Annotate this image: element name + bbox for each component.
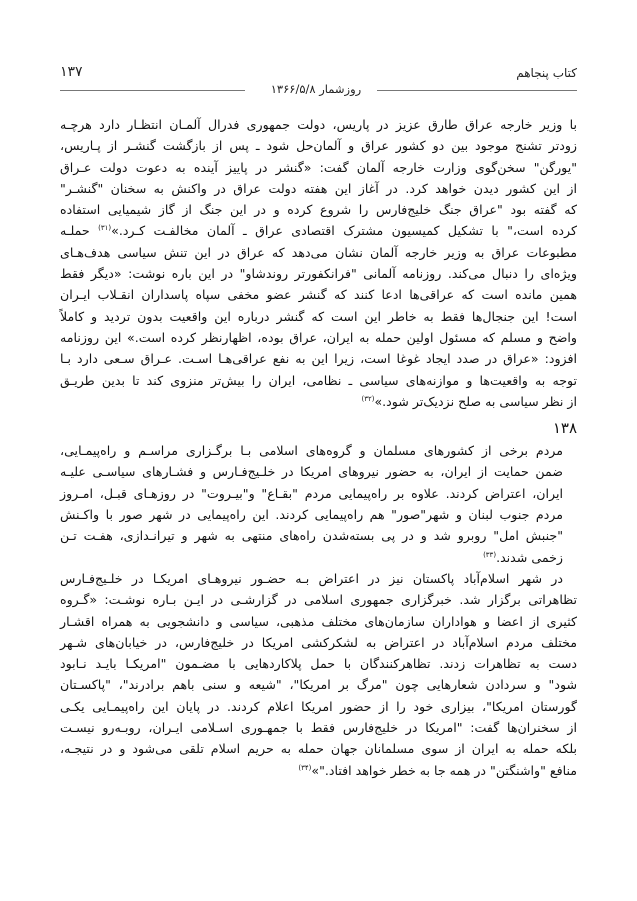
footnote-ref-34: (۳۴) <box>298 763 312 772</box>
page-header <box>60 66 577 102</box>
text-line: است! این جنجال‌ها فقط به خاطر این است که گنشر درباره این واقعیت بدون تردید و کاملاً <box>60 308 577 324</box>
text-line: کثیری از اعضا و هواداران سازمان‌های مختلف مذهبی، سیاسی و دانشجویی به همراه اقشـار <box>60 613 577 629</box>
text-line: ضمن حمایت از ایران، به حضور نیروهای امریکا در خلـیج‌فـارس و فشـارهای سیاسـی علیـه <box>60 464 563 480</box>
text-segment: منافع "واشنگتن" در همه جا به خطر خواهد افتاد."» <box>311 762 577 778</box>
footnote-ref-33: (۳۳) <box>483 550 497 559</box>
text-segment: کرده است،" با تشکیل کمیسیون مشترک اقتصادی عراق ـ آلمان مخالفـت کـرد.» <box>111 223 577 239</box>
text-segment: حملـه <box>60 223 90 239</box>
header-rule-left <box>60 90 245 91</box>
text-line: مردم برخی از کشورهای مسلمان و گروه‌های اسلامی بـا برگـزاری مراسـم و راه‌پیمـایی، <box>60 443 563 459</box>
text-line: گورستان امریکا"، بیزاری خود را از حضور امریکا اعلام کردند. در پایان این راه‌پیمـایی یکـی <box>60 698 577 714</box>
text-line: شود" و سردادن شعارهایی چون "مرگ بر امریکا"، "شیعه و سنی باهم برادرند"، "پاکسـتان <box>60 677 577 693</box>
text-line-with-footnote <box>60 547 577 568</box>
body-text <box>60 114 577 781</box>
text-line: ایران، اعتراض کردند. علاوه بر راه‌پیمایی مردم "بقـاع" و"بیـروت" در روزهـای قبـل، امـروز <box>60 485 563 501</box>
footnote-ref-32: (۳۲) <box>361 394 375 403</box>
entry-137-continuation <box>60 114 577 412</box>
text-line: افزود: «عراق در صدد ایجاد غوغا است، زیرا این به نفع عراقی‌هـا اسـت. عـراق سـعی دارد بـا <box>60 351 577 367</box>
text-line-with-footnote <box>60 391 577 412</box>
text-line: توجه به واقعیت‌ها و موازنه‌های سیاسی ـ نظامی، ایران را بیش‌تر منزوی کند تا بدین طریـق <box>60 372 577 388</box>
text-line: همین مانده است که عراقی‌ها ادعا کنند که گنشر عضو مخفی سپاه پاسداران انقـلاب ایـران <box>60 287 577 303</box>
text-line: از سخنران‌ها گفت: "امریکا در خلیج‌فارس فقط با جمهـوری اسـلامی ایـران، روبـه‌رو نیسـت <box>60 720 577 736</box>
header-rule-right <box>377 90 577 91</box>
text-line: در شهر اسلام‌آباد پاکستان نیز در اعتراض بـه حضـور نیروهـای امریکـا در خلـیج‌فـارس <box>60 570 563 586</box>
text-line: تظاهراتی برگزار شد. خبرگزاری جمهوری اسلامی در گزارشـی در ایـن بـاره نوشـت: «گـروه <box>60 592 577 608</box>
entry-138-paragraph-1 <box>60 440 577 568</box>
text-line: از این کشور دیدن خواهد کرد. در آغاز این هفته دولت عراق در واکنش به سخنان "گنشـر" <box>60 180 577 196</box>
text-line: مردم جنوب لبنان و شهر"صور" هم راه‌پیمایی کردند. این راه‌پیمایی در شهر صور با واکـنش <box>60 507 563 523</box>
text-line: واضح و مسلم که مسئول اولین حمله به ایران، عراق بوده، اظهارنظر کرده است.» این روزنامه <box>60 329 577 345</box>
text-line: ویژه‌ای را دنبال می‌کند. روزنامه آلمانی "فرانکفورتر روندشاو" در این باره نوشت: «دیگر فقط <box>60 266 577 282</box>
text-line: با وزیر خارجه عراق طارق عزیز در پاریس، دولت جمهوری فدرال آلمـان انتظـار دارد هرچـه <box>60 117 577 132</box>
book-title: کتاب پنجاهم <box>516 66 577 80</box>
text-line: بلکه حمله به ایران از سوی مسلمانان جهان حمله به حریم اسلام تلقی می‌شود و در نتیجـه، <box>60 741 577 757</box>
text-line: "یورگن" سخن‌گوی وزارت خارجه آلمان گفت: «گنشر در پاییز آینده به دعوت دولت عـراق <box>60 159 577 175</box>
text-line: دست به تظاهرات زدند. تظاهرکنندگان با حمل پلاکاردهایی با مضـمون "امریکـا بایـد نـابود <box>60 656 577 672</box>
text-line: مختلف مردم اسلام‌آباد در اعتراض به لشکرکشی امریکا در خلیج‌فارس، در خیابان‌های شـهر <box>60 634 577 650</box>
footnote-ref-31: (۳۱) <box>98 224 112 233</box>
entry-number: ۱۳۸ <box>552 419 577 438</box>
diary-date: روزشمار ۱۳۶۶/۵/۸ <box>270 82 362 96</box>
text-line-with-footnote <box>60 760 577 781</box>
entry-138-paragraph-2 <box>60 568 577 781</box>
text-segment: از نظر سیاسی به صلح نزدیک‌تر شود.» <box>374 393 577 409</box>
text-line: "جنبش امل" روبرو شد و در پی بسته‌شدن راه‌های منتهی به شهر و تیرانـدازی، هفـت تـن <box>60 528 563 544</box>
text-line-with-footnote <box>60 220 577 241</box>
text-line: که گفته بود "عراق جنگ خلیج‌فارس را شروع کرده و در این جنگ از گاز شیمیایی استفاده <box>60 202 577 218</box>
text-line: مطبوعات عراق به وزیر خارجه آلمان نشان می‌دهد که عراق در این تنش سیاسی هدف‌هـای <box>60 244 577 260</box>
text-segment: زخمی شدند. <box>496 549 563 565</box>
text-line: زودتر تشنج موجود بین دو کشور عراق و آلمان‌حل شود ـ پس از بازگشت گنشـر از پـاریس، <box>60 138 577 154</box>
page-number: ۱۳۷ <box>60 64 83 80</box>
